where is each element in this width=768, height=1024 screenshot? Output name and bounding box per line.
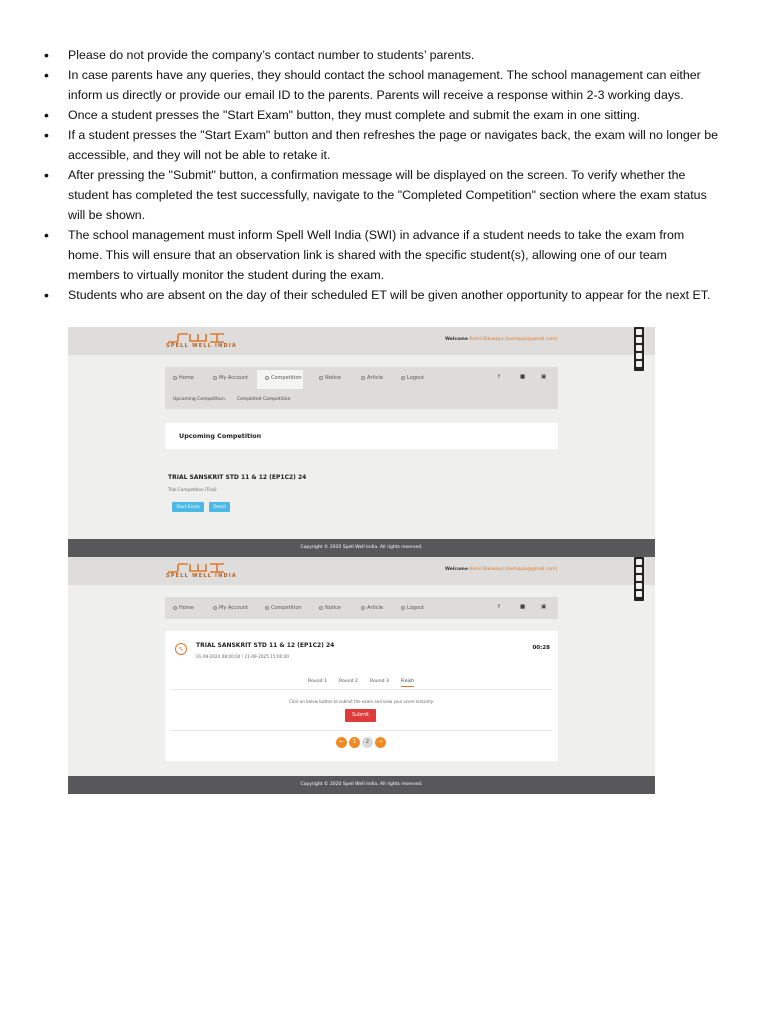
instagram-icon[interactable]: ▣ — [541, 604, 547, 610]
competition-title: TRIAL SANSKRIT STD 11 & 12 (EP1C2) 24 — [168, 474, 307, 481]
document-icon: ✎ — [175, 643, 187, 655]
tool-icon[interactable] — [636, 583, 642, 589]
pager-next-button[interactable]: → — [375, 737, 386, 748]
nav-label: Competition — [271, 605, 302, 611]
main-nav — [165, 367, 558, 389]
subnav-completed-competition[interactable]: Completed Competition — [237, 397, 291, 402]
side-toolbar — [634, 557, 644, 601]
main-nav-bar — [165, 597, 558, 619]
nav-label: Notice — [325, 605, 341, 611]
youtube-icon[interactable]: ■ — [520, 604, 526, 610]
tool-icon[interactable] — [636, 329, 642, 335]
swi-logo-mark — [166, 563, 226, 573]
panel-title: Upcoming Competition — [179, 432, 262, 440]
nav-label: My Account — [219, 605, 249, 611]
nav-label: Logout — [407, 375, 425, 381]
nav-label: Home — [179, 375, 194, 381]
exam-title: TRIAL SANSKRIT STD 11 & 12 (EP1C2) 24 — [196, 642, 335, 649]
nav-label: Article — [367, 375, 384, 381]
facebook-icon[interactable]: f — [498, 374, 500, 380]
home-icon — [173, 606, 177, 610]
welcome-text — [445, 567, 557, 572]
exam-timer: 00:28 — [532, 645, 550, 651]
divider — [171, 730, 552, 731]
nav-item-logout[interactable] — [401, 605, 424, 611]
instruction-item: • In case parents have any queries, they should contact the school management. The school management can either inform us directly or provide our email ID to the parents. Parents will receive a response within 2-3 working days. — [42, 65, 722, 105]
nav-item-home[interactable] — [173, 375, 194, 381]
pager-page-2[interactable]: 2 — [362, 737, 373, 748]
tool-icon[interactable] — [636, 345, 642, 351]
instruction-item: • Students who are absent on the day of their scheduled ET will be given another opportunity to appear for the next ET. — [42, 285, 722, 305]
gear-icon[interactable] — [636, 361, 642, 367]
logo-text: SPELL WELL INDIA — [166, 573, 237, 579]
nav-item-home[interactable] — [173, 605, 194, 611]
main-nav-bar — [165, 367, 558, 409]
nav-label: Competition — [271, 375, 302, 381]
nav-item-my-account[interactable] — [213, 375, 248, 381]
facebook-icon[interactable]: f — [498, 604, 500, 610]
tool-icon[interactable] — [636, 337, 642, 343]
article-icon — [361, 606, 365, 610]
welcome-text — [445, 337, 557, 342]
tab-finish[interactable]: Finish — [401, 679, 414, 687]
competition-subtitle: Trial Competition (Trial) — [168, 487, 217, 492]
logout-icon — [401, 376, 405, 380]
nav-label: My Account — [219, 375, 249, 381]
upcoming-panel — [165, 423, 558, 449]
instagram-icon[interactable]: ▣ — [541, 374, 547, 380]
user-icon — [213, 376, 217, 380]
exam-dates: 01-09-2024 08:00:00 / 21-09-2025 15:00:00 — [196, 654, 290, 659]
pager-page-1[interactable]: 1 — [349, 737, 360, 748]
nav-label: Home — [179, 605, 194, 611]
tool-icon[interactable] — [636, 575, 642, 581]
submit-button[interactable]: Submit — [345, 709, 376, 722]
tab-round-1[interactable]: Round 1 — [308, 679, 327, 684]
screenshot-upcoming-competition — [68, 327, 655, 557]
bell-icon — [319, 376, 323, 380]
tool-icon[interactable] — [636, 567, 642, 573]
nav-item-article[interactable] — [361, 605, 383, 611]
welcome-label: Welcome — [445, 567, 468, 572]
welcome-label: Welcome — [445, 337, 468, 342]
instruction-item: • If a student presses the "Start Exam" button and then refreshes the page or navigates back, the exam will no longer be accessible, and they will not be able to retake it. — [42, 125, 722, 165]
bell-icon — [319, 606, 323, 610]
nav-item-logout[interactable] — [401, 375, 424, 381]
youtube-icon[interactable]: ■ — [520, 374, 526, 380]
article-icon — [361, 376, 365, 380]
site-footer: Copyright © 2020 Spell Well India. All rights reserved. — [68, 539, 655, 557]
site-header — [68, 557, 655, 585]
swi-logo-mark — [166, 333, 226, 343]
trophy-icon — [265, 376, 269, 380]
nav-label: Article — [367, 605, 384, 611]
gear-icon[interactable] — [636, 591, 642, 597]
nav-item-competition[interactable] — [265, 375, 302, 381]
nav-item-notice[interactable] — [319, 605, 341, 611]
nav-label: Notice — [325, 375, 341, 381]
exam-card — [165, 631, 558, 761]
main-nav — [165, 597, 558, 619]
tool-icon[interactable] — [636, 559, 642, 565]
pager-prev-button[interactable]: ← — [336, 737, 347, 748]
subnav-upcoming-competition[interactable]: Upcoming Competition — [173, 397, 225, 402]
nav-item-competition[interactable] — [265, 605, 302, 611]
instruction-item: • Once a student presses the "Start Exam" button, they must complete and submit the exam in one sitting. — [42, 105, 722, 125]
nav-item-my-account[interactable] — [213, 605, 248, 611]
submit-instruction: Click on below button to submit the exam and view your score instantly. — [289, 699, 434, 704]
nav-item-notice[interactable] — [319, 375, 341, 381]
site-header — [68, 327, 655, 355]
side-toolbar — [634, 327, 644, 371]
nav-item-article[interactable] — [361, 375, 383, 381]
instruction-item: • The school management must inform Spell Well India (SWI) in advance if a student needs to take the exam from home. This will ensure that an observation link is shared with the specific student(s), allowing one of our team members to virtually monitor the student during the exam. — [42, 225, 722, 285]
screenshot-exam-submit — [68, 557, 655, 794]
instruction-item: • Please do not provide the company’s contact number to students’ parents. — [42, 45, 722, 65]
nav-label: Logout — [407, 605, 425, 611]
site-footer: Copyright © 2020 Spell Well India. All rights reserved. — [68, 776, 655, 794]
welcome-user: Kamil Bakwaya (kamiquja@gmail.com) — [469, 337, 558, 342]
start-exam-button[interactable]: Start Exam — [172, 502, 204, 512]
logout-icon — [401, 606, 405, 610]
instruction-item: • After pressing the "Submit" button, a confirmation message will be displayed on the screen. To verify whether the student has completed the test successfully, navigate to the "Completed Competition" section where the exam status will be shown. — [42, 165, 722, 225]
divider — [171, 689, 552, 690]
instruction-list — [42, 45, 722, 305]
welcome-user: Kamil Bakwaya (kamiquja@gmail.com) — [469, 567, 558, 572]
home-icon — [173, 376, 177, 380]
tool-icon[interactable] — [636, 353, 642, 359]
logo-text: SPELL WELL INDIA — [166, 343, 237, 349]
tab-round-2[interactable]: Round 2 — [339, 679, 358, 684]
tab-round-3[interactable]: Round 3 — [370, 679, 389, 684]
user-icon — [213, 606, 217, 610]
trophy-icon — [265, 606, 269, 610]
detail-button[interactable]: Detail — [209, 502, 230, 512]
